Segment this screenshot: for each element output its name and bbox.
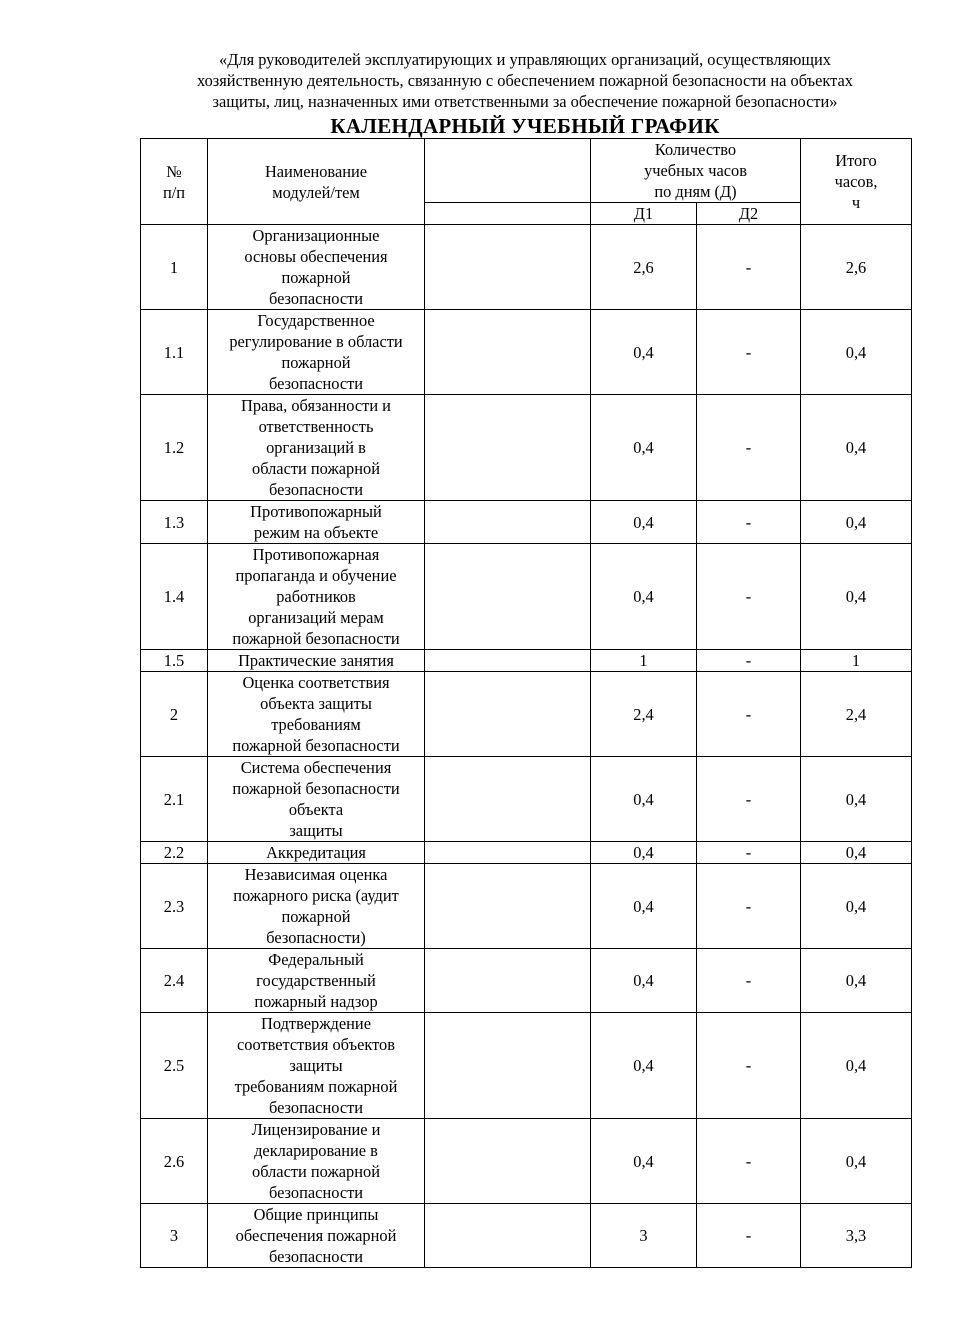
table-row xyxy=(141,1119,912,1204)
document-title: КАЛЕНДАРНЫЙ УЧЕБНЫЙ ГРАФИК xyxy=(330,114,720,138)
row-number: 3 xyxy=(141,1204,208,1268)
row-topic-name xyxy=(208,395,425,501)
intro-line: хозяйственную деятельность, связанную с обеспечением пожарной безопасности на объектах xyxy=(197,71,853,90)
topic-name-line: защиты xyxy=(289,821,343,840)
row-hours-d1: 1 xyxy=(591,650,697,672)
table-row xyxy=(141,395,912,501)
row-total-hours: 0,4 xyxy=(801,949,912,1013)
topic-name-line: пожарной xyxy=(281,268,351,287)
row-number: 1 xyxy=(141,225,208,310)
row-number: 2.2 xyxy=(141,842,208,864)
topic-name-line: соответствия объектов xyxy=(237,1035,395,1054)
topic-name-line: пожарной xyxy=(281,907,351,926)
row-hours-d2: - xyxy=(697,1204,801,1268)
header-hours-group: Количество учебных часов по дням (Д) xyxy=(591,139,801,203)
topic-name-line: защиты xyxy=(289,1056,343,1075)
intro-line: «Для руководителей эксплуатирующих и управляющих организаций, осуществляющих xyxy=(219,50,831,69)
row-total-hours: 0,4 xyxy=(801,501,912,544)
table-row xyxy=(141,310,912,395)
header-num: № п/п xyxy=(141,139,208,225)
row-total-hours: 0,4 xyxy=(801,544,912,650)
topic-name-line: пожарной безопасности xyxy=(232,736,400,755)
row-topic-name xyxy=(208,842,425,864)
topic-name-line: пожарный надзор xyxy=(254,992,378,1011)
row-hours-d2: - xyxy=(697,310,801,395)
header-d2: Д2 xyxy=(697,203,801,225)
row-hours-d1: 0,4 xyxy=(591,1013,697,1119)
row-number: 1.5 xyxy=(141,650,208,672)
row-number: 2.5 xyxy=(141,1013,208,1119)
header-d1: Д1 xyxy=(591,203,697,225)
row-topic-name xyxy=(208,672,425,757)
row-hours-d1: 0,4 xyxy=(591,544,697,650)
row-hours-d1: 0,4 xyxy=(591,757,697,842)
topic-name-line: безопасности xyxy=(268,289,364,308)
table-row xyxy=(141,672,912,757)
row-hours-d1: 0,4 xyxy=(591,842,697,864)
header-row xyxy=(141,139,912,203)
table-body xyxy=(141,225,912,1268)
row-topic-name xyxy=(208,544,425,650)
topic-name-line: безопасности) xyxy=(266,928,366,947)
header-blank xyxy=(425,139,591,203)
row-total-hours: 0,4 xyxy=(801,310,912,395)
row-blank-cell xyxy=(425,395,591,501)
row-hours-d2: - xyxy=(697,1119,801,1204)
row-number: 1.1 xyxy=(141,310,208,395)
table-row xyxy=(141,949,912,1013)
row-number: 2.6 xyxy=(141,1119,208,1204)
row-blank-cell xyxy=(425,650,591,672)
topic-name-line: требованиям xyxy=(271,715,361,734)
topic-name-line: пожарного риска (аудит xyxy=(233,886,399,905)
topic-name-line: Общие принципы xyxy=(253,1205,379,1224)
row-number: 1.3 xyxy=(141,501,208,544)
row-blank-cell xyxy=(425,544,591,650)
intro-text xyxy=(140,49,910,112)
topic-name-line: Государственное xyxy=(257,311,375,330)
table-row xyxy=(141,501,912,544)
topic-name-line: Независимая оценка xyxy=(244,865,388,884)
topic-name-line: объекта защиты xyxy=(260,694,372,713)
row-hours-d1: 0,4 xyxy=(591,949,697,1013)
topic-name-line: области пожарной xyxy=(252,1162,380,1181)
row-hours-d2: - xyxy=(697,225,801,310)
row-blank-cell xyxy=(425,842,591,864)
row-hours-d1: 2,6 xyxy=(591,225,697,310)
row-hours-d2: - xyxy=(697,842,801,864)
row-blank-cell xyxy=(425,1119,591,1204)
topic-name-line: Аккредитация xyxy=(266,843,366,862)
row-hours-d1: 0,4 xyxy=(591,501,697,544)
row-hours-d2: - xyxy=(697,395,801,501)
row-hours-d1: 0,4 xyxy=(591,310,697,395)
row-hours-d2: - xyxy=(697,501,801,544)
header-name: Наименование модулей/тем xyxy=(208,139,425,225)
row-blank-cell xyxy=(425,310,591,395)
topic-name-line: Федеральный xyxy=(268,950,364,969)
topic-name-line: безопасности xyxy=(268,1247,364,1266)
topic-name-line: безопасности xyxy=(268,480,364,499)
row-number: 2.3 xyxy=(141,864,208,949)
row-blank-cell xyxy=(425,1204,591,1268)
row-total-hours: 2,4 xyxy=(801,672,912,757)
row-blank-cell xyxy=(425,501,591,544)
table-row xyxy=(141,757,912,842)
row-total-hours: 0,4 xyxy=(801,1119,912,1204)
row-hours-d1: 3 xyxy=(591,1204,697,1268)
intro-line: защиты, лиц, назначенных ими ответственными за обеспечение пожарной безопасности» xyxy=(212,92,838,111)
table-row xyxy=(141,1204,912,1268)
row-topic-name xyxy=(208,225,425,310)
topic-name-line: Противопожарная xyxy=(252,545,380,564)
row-topic-name xyxy=(208,949,425,1013)
topic-name-line: объекта xyxy=(288,800,344,819)
row-blank-cell xyxy=(425,864,591,949)
row-hours-d2: - xyxy=(697,1013,801,1119)
topic-name-line: обеспечения пожарной xyxy=(235,1226,397,1245)
row-blank-cell xyxy=(425,1013,591,1119)
topic-name-line: области пожарной xyxy=(252,459,380,478)
table-row xyxy=(141,842,912,864)
row-hours-d2: - xyxy=(697,757,801,842)
topic-name-line: пожарной xyxy=(281,353,351,372)
row-hours-d1: 2,4 xyxy=(591,672,697,757)
topic-name-line: Лицензирование и xyxy=(251,1120,381,1139)
topic-name-line: безопасности xyxy=(268,1183,364,1202)
table-row xyxy=(141,864,912,949)
row-topic-name xyxy=(208,1013,425,1119)
row-number: 1.2 xyxy=(141,395,208,501)
topic-name-line: безопасности xyxy=(268,1098,364,1117)
row-topic-name xyxy=(208,1204,425,1268)
row-total-hours: 2,6 xyxy=(801,225,912,310)
row-hours-d2: - xyxy=(697,650,801,672)
topic-name-line: государственный xyxy=(256,971,376,990)
topic-name-line: Противопожарный xyxy=(250,502,382,521)
row-hours-d2: - xyxy=(697,949,801,1013)
row-blank-cell xyxy=(425,672,591,757)
row-number: 2.4 xyxy=(141,949,208,1013)
table-row xyxy=(141,650,912,672)
topic-name-line: организаций в xyxy=(266,438,366,457)
table-row xyxy=(141,544,912,650)
topic-name-line: режим на объекте xyxy=(253,523,379,542)
header-blank-sub xyxy=(425,203,591,225)
row-topic-name xyxy=(208,501,425,544)
row-number: 2 xyxy=(141,672,208,757)
table-row xyxy=(141,1013,912,1119)
row-hours-d2: - xyxy=(697,864,801,949)
row-topic-name xyxy=(208,864,425,949)
topic-name-line: организаций мерам xyxy=(248,608,384,627)
topic-name-line: ответственность xyxy=(258,417,374,436)
topic-name-line: пожарной безопасности xyxy=(232,779,400,798)
row-total-hours: 0,4 xyxy=(801,395,912,501)
row-topic-name xyxy=(208,1119,425,1204)
topic-name-line: работников xyxy=(276,587,356,606)
header-total: Итого часов, ч xyxy=(801,139,912,225)
topic-name-line: Организационные xyxy=(252,226,380,245)
row-topic-name xyxy=(208,310,425,395)
row-hours-d1: 0,4 xyxy=(591,864,697,949)
row-total-hours: 0,4 xyxy=(801,1013,912,1119)
row-blank-cell xyxy=(425,225,591,310)
topic-name-line: Права, обязанности и xyxy=(241,396,391,415)
row-topic-name xyxy=(208,650,425,672)
row-total-hours: 0,4 xyxy=(801,842,912,864)
row-number: 1.4 xyxy=(141,544,208,650)
row-number: 2.1 xyxy=(141,757,208,842)
topic-name-line: Оценка соответствия xyxy=(242,673,390,692)
row-blank-cell xyxy=(425,949,591,1013)
row-total-hours: 0,4 xyxy=(801,757,912,842)
topic-name-line: пожарной безопасности xyxy=(232,629,400,648)
row-hours-d2: - xyxy=(697,544,801,650)
topic-name-line: Практические занятия xyxy=(238,651,394,670)
topic-name-line: безопасности xyxy=(268,374,364,393)
row-blank-cell xyxy=(425,757,591,842)
row-hours-d1: 0,4 xyxy=(591,395,697,501)
row-total-hours: 3,3 xyxy=(801,1204,912,1268)
row-topic-name xyxy=(208,757,425,842)
topic-name-line: пропаганда и обучение xyxy=(235,566,397,585)
topic-name-line: Система обеспечения xyxy=(240,758,392,777)
row-total-hours: 0,4 xyxy=(801,864,912,949)
table-row xyxy=(141,225,912,310)
row-hours-d2: - xyxy=(697,672,801,757)
topic-name-line: Подтверждение xyxy=(261,1014,371,1033)
topic-name-line: регулирование в области xyxy=(229,332,403,351)
schedule-table xyxy=(140,138,912,1268)
topic-name-line: требованиям пожарной xyxy=(234,1077,398,1096)
topic-name-line: декларирование в xyxy=(254,1141,378,1160)
row-hours-d1: 0,4 xyxy=(591,1119,697,1204)
row-total-hours: 1 xyxy=(801,650,912,672)
topic-name-line: основы обеспечения xyxy=(244,247,388,266)
